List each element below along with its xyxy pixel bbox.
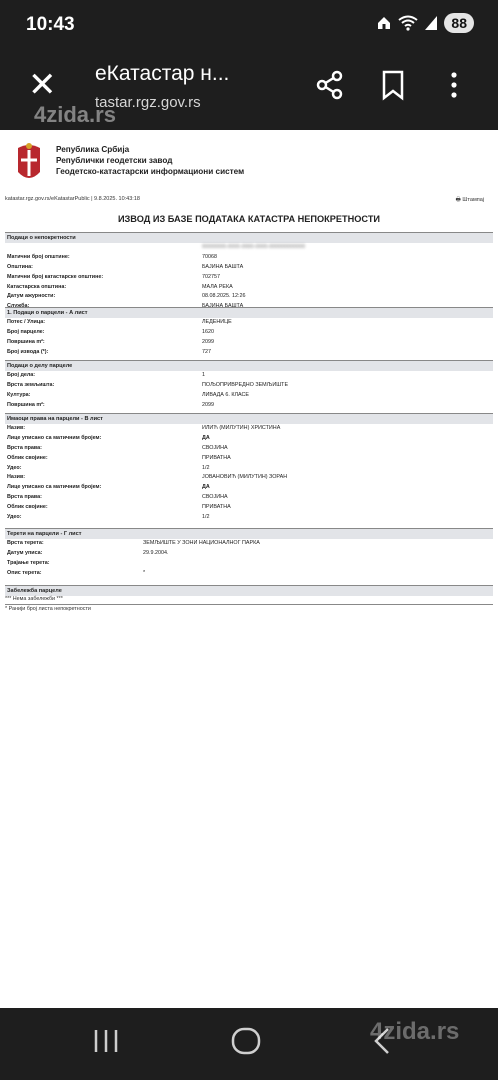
table-row: Назив: ЈОВАНОВИЋ (МИЛУТИН) ЗОРАН [7, 474, 288, 481]
close-icon[interactable]: ✕ [28, 66, 57, 104]
more-options-icon[interactable] [437, 68, 471, 102]
section-parcel [5, 307, 493, 358]
section-header: Подаци о делу парцеле [5, 360, 493, 371]
header-line-1: Република Србија [56, 145, 130, 154]
table-row: Облик својине: ПРИВАТНА [7, 454, 231, 461]
table-row: Облик својине: ПРИВАТНА [7, 504, 231, 511]
share-icon[interactable] [313, 68, 347, 102]
url-label[interactable]: tastar.rgz.gov.rs [95, 94, 201, 111]
table-row: Матични број катастарске општине: 702757 [7, 273, 220, 280]
table-row: Назив: ИЛИЋ (МИЛУТИН) ХРИСТИНА [7, 425, 281, 431]
status-bar [0, 0, 498, 50]
table-row: Општина: БАЈИНА БАШТА [7, 263, 244, 270]
table-row [5, 243, 493, 253]
section-encumbrances [5, 528, 493, 579]
table-row: Број парцеле: 1620 [7, 328, 214, 335]
no-annotation-text: *** Нема забележби *** [5, 596, 63, 602]
document-header [14, 142, 245, 191]
print-icon: 🖶 [455, 197, 461, 203]
status-icons [376, 13, 474, 33]
section-header: Имаоци права на парцели - В лист [5, 413, 493, 424]
table-row: Матични број општине: 70068 [7, 253, 217, 260]
print-link[interactable] [456, 196, 484, 205]
home-button-icon[interactable] [230, 1026, 262, 1056]
table-row: Број дела: 1 [7, 372, 205, 378]
property-id-blurred: 00000000-0000-0000-0000-000000000000 [202, 244, 306, 250]
document-page [0, 130, 498, 1008]
watermark-bottom: 4zida.rs [370, 1018, 460, 1045]
section-header: Подаци о непокретности [5, 232, 493, 243]
table-row: Култура: ЛИВАДА 6. КЛАСЕ [7, 391, 249, 398]
table-row: Врста земљишта: ПОЉОПРИВРЕДНО ЗЕМЉИШТЕ [7, 381, 289, 388]
table-row: Врста права: СВОЈИНА [7, 494, 228, 501]
table-row: Удео: 1/2 [7, 464, 210, 471]
table-row: Датум уписа: 29.9.2004. [7, 549, 169, 556]
coat-of-arms-icon [14, 142, 44, 186]
table-row: Удео: 1/2 [7, 514, 210, 521]
section-header: 1. Подаци о парцели - А лист [5, 307, 493, 318]
page-source-meta: katastar.rgz.gov.rs/eKatastarPublic | 9.8.2025. 10:43:18 [5, 196, 140, 202]
institution-name [56, 144, 244, 177]
table-row: Трајање терета: [7, 559, 50, 566]
table-row: Површина m²: 2099 [7, 338, 214, 345]
table-row: Лице уписано са матичним бројем: ДА [7, 434, 210, 441]
table-row: Датум ажурности: 08.08.2025. 12:26 [7, 293, 246, 300]
section-property [5, 232, 493, 312]
table-row: Опис терета: * [7, 569, 146, 576]
table-row: Број извода (*): 727 [7, 348, 211, 355]
section-parcel-part [5, 360, 493, 411]
footnote-text: * Ранији број листа непокретности [5, 606, 91, 612]
section-annotation [5, 585, 493, 596]
header-line-3: Геодетско-катастарски информациони систем [56, 167, 245, 176]
section-owners [5, 413, 493, 523]
divider [5, 604, 493, 605]
document-title: ИЗВОД ИЗ БАЗЕ ПОДАТАКА КАТАСТРА НЕПОКРЕТНОСТИ [117, 214, 381, 224]
table-row: Површина m²: 2099 [7, 401, 214, 408]
table-row: Врста права: СВОЈИНА [7, 444, 228, 451]
table-row: Врста терета: ЗЕМЉИШТЕ У ЗОНИ НАЦИОНАЛНОГ ПАРКА [7, 540, 260, 546]
table-row: Потес / Улица: ЛЕДЕНИЦЕ [7, 319, 232, 325]
section-header: Забележба парцеле [5, 585, 493, 596]
section-header: Терети на парцели - Г лист [5, 528, 493, 539]
header-line-2: Републички геодетски завод [56, 156, 173, 165]
page-title: eКатастар н... [95, 62, 230, 85]
wifi-icon [398, 15, 418, 31]
table-row: Катастарска општина: МАЛА РЕКА [7, 283, 233, 290]
print-label: Штампај [462, 197, 484, 203]
bookmark-icon[interactable] [376, 68, 410, 102]
recent-apps-icon[interactable] [92, 1026, 120, 1056]
home-icon [376, 15, 392, 31]
table-row: Лице уписано са матичним бројем: ДА [7, 484, 210, 491]
battery-indicator: 88 [444, 13, 474, 33]
status-time: 10:43 [26, 14, 75, 35]
watermark-top: 4zida.rs [34, 102, 116, 127]
signal-icon [424, 15, 438, 31]
